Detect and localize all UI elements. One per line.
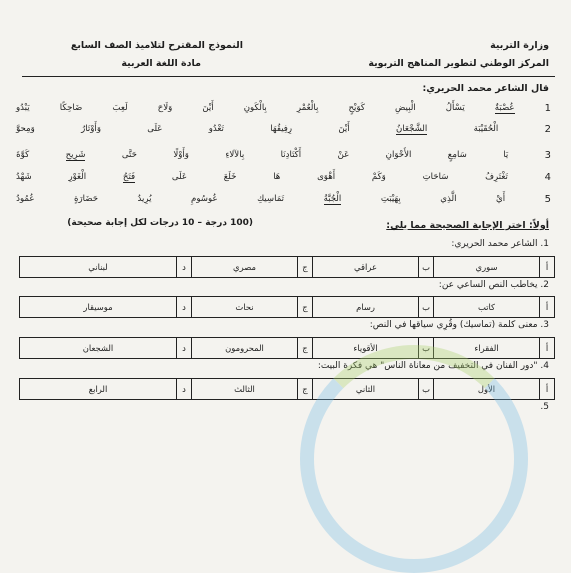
option-d[interactable]: موسيقار xyxy=(83,302,113,312)
question-5: 5. xyxy=(540,402,549,412)
option-d[interactable]: الشجعان xyxy=(82,343,114,353)
poem-line-2: 2 الْحُقَيْبَة الشَّجْعَانُ أَيْنَ رِفِيقُهَا تَعْدُو عَلَى وَأَوْتَارُ وَمِحوَّ xyxy=(16,124,551,135)
poem-intro: قال الشاعر محمد الحريري: xyxy=(422,83,549,94)
option-b[interactable]: رسام xyxy=(312,297,418,317)
question-2: 2. يخاطب النص الساعي عن: xyxy=(438,280,549,290)
option-c[interactable]: الثالث xyxy=(191,379,297,399)
center-label: المركز الوطني لتطوير المناهج التربوية xyxy=(368,58,549,69)
options-row-1: أ سوري ب عراقي ج مصري د لبناني xyxy=(19,256,555,278)
options-row-2: أ كاتب ب رسام ج نحات د موسيقار xyxy=(19,296,555,318)
section-title: أولاً: اختر الإجابة الصحيحة مما يلي: xyxy=(386,220,549,231)
option-c[interactable]: نحات xyxy=(191,297,297,317)
question-4: 4. "دور الفنان في التخفيف من معاناة الناس" هي فكرة البيت: xyxy=(317,361,549,371)
watermark-logo xyxy=(300,345,528,573)
options-row-3: أ الفقراء ب الأقوياء ج المحرومون د الشجعان xyxy=(19,337,555,359)
option-b[interactable]: عراقي xyxy=(312,257,418,277)
option-d[interactable]: لبناني xyxy=(88,262,108,272)
section-marks: (100 درجة – 10 درجات لكل إجابة صحيحة) xyxy=(67,218,253,228)
header-divider xyxy=(22,76,555,77)
option-c[interactable]: مصري xyxy=(191,257,297,277)
option-d[interactable]: الرابع xyxy=(88,384,108,394)
option-c[interactable]: المحرومون xyxy=(191,338,297,358)
subject-label: مادة اللغة العربية xyxy=(121,58,201,69)
option-a[interactable]: الفقراء xyxy=(433,338,539,358)
option-a[interactable]: سوري xyxy=(433,257,539,277)
poem-line-3: 3 يَا سَامِعٍ الأَحْوَانِ عَنْ أَكْتَادِنَا بِالآلاءِ وَأَوْلًا حَتَّى شَرِيحِ كَوَّةَ xyxy=(16,150,551,161)
poem-line-4: 4 تَغْتَرِفُ سَاحَاتِ وَكَمْ أَهْوَى هَا خَلَعَ عَلَى فَتَحُ الْغَوْرِ شَهْدُ xyxy=(16,172,551,183)
poem-line-5: 5 أَيْ الَّذِي بِهَيْبَتِ الْجُبَّةُ تَمَاسِيكِ عُوسُومِ يُرِيدُ حَضَارَةٍ عُمُودُ xyxy=(16,194,551,205)
option-b[interactable]: الأقوياء xyxy=(312,338,418,358)
question-1: 1. الشاعر محمد الحريري: xyxy=(451,239,549,249)
option-b[interactable]: الثاني xyxy=(312,379,418,399)
question-3: 3. معنى كلمة (تماسيك) وقُرِي سياقها في النص: xyxy=(369,320,549,330)
option-a[interactable]: الأول xyxy=(433,379,539,399)
option-a[interactable]: كاتب xyxy=(433,297,539,317)
options-row-4: أ الأول ب الثاني ج الثالث د الرابع xyxy=(19,378,555,400)
poem-line-number: 1 xyxy=(544,103,551,114)
ministry-label: وزارة التربية xyxy=(490,40,549,51)
poem-line-1: 1 عُصْبَةٌ يَسْأَلُ الْبِيضِ كَوَيْحٍ بِالْعُمْرِ بِالْكَونِ أَيْنَ وَلَاحَ لَعِبَ ضَاحِكًا يَبْدُو xyxy=(16,103,551,114)
model-label: النموذج المقترح لتلاميذ الصف السابع xyxy=(70,40,243,51)
